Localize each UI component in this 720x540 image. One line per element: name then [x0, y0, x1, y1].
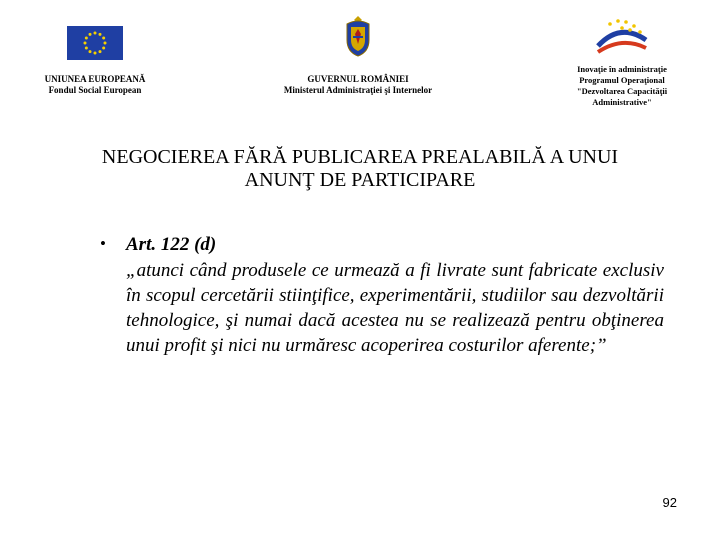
- government-name: GUVERNUL ROMÂNIEI: [307, 74, 409, 84]
- programme-name: Inovaţie în administraţie Programul Operaţional "Dezvoltarea Capacităţii Administrative": [576, 64, 668, 107]
- article-reference: Art. 122 (d): [126, 234, 217, 255]
- article-quote: „atunci când produsele ce urmează a fi livrate sunt fabricate exclusiv în scopul cercetării stiinţifice, experimentării, studiilor sau dezvoltării tehnologice, şi numai dacă acestea nu se realizează pentru obţinerea unui profit şi nici nu urmăresc acoperirea costurilor aferente;”: [126, 260, 664, 356]
- eu-logo-block: [30, 26, 160, 96]
- eu-flag-icon: [67, 26, 123, 60]
- slide-title: NEGOCIEREA FĂRĂ PUBLICAREA PREALABILĂ A UNUI ANUNŢ DE PARTICIPARE: [101, 146, 619, 191]
- government-logo-block: [266, 14, 450, 96]
- eu-fund-name: Fondul Social European: [48, 85, 142, 95]
- pdca-star-swirl-icon: [592, 18, 652, 62]
- page-number: 92: [662, 495, 677, 510]
- ministry-name: Ministerul Administraţiei şi Internelor: [283, 85, 433, 95]
- romania-coat-of-arms-icon: [343, 14, 373, 58]
- bullet-marker: •: [100, 234, 106, 253]
- eu-name: UNIUNEA EUROPEANĂ: [44, 74, 146, 84]
- programme-logo-block: [562, 18, 682, 108]
